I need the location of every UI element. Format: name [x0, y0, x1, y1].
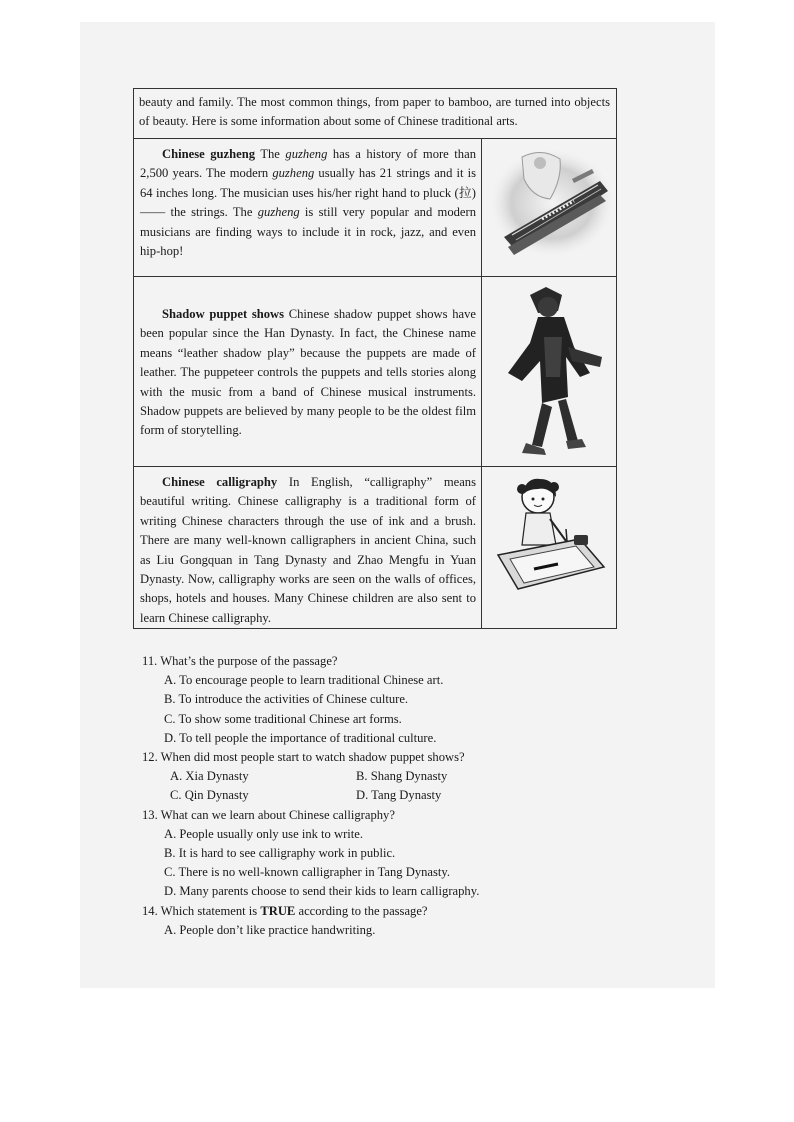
- option-c[interactable]: C. Qin Dynasty: [170, 788, 249, 803]
- option-b[interactable]: B. Shang Dynasty: [356, 769, 448, 784]
- guzheng-photo: [482, 139, 616, 277]
- intro-text: beauty and family. The most common things, from paper to bamboo, are turned into objects of beauty. Here is some information about some of Chinese traditional arts.: [139, 95, 610, 129]
- option-a[interactable]: A. To encourage people to learn traditional Chinese art.: [164, 673, 444, 688]
- question-list: [142, 652, 479, 940]
- calligraphy-image-cell: [482, 467, 617, 629]
- section-text: Chinese calligraphy In English, “calligraphy” means beautiful writing. Chinese calligraphy is a traditional form of writing Chinese characters through the use of ink and a brush. There are many well-known calligraphers in ancient China, such as Liu Gongquan in Tang Dynasty and Zhao Mengfu in Yuan Dynasty. Now, calligraphy works are seen on the walls of offices, shops, hotels and houses. Many Chinese children are also sent to learn Chinese calligraphy.: [134, 467, 482, 629]
- question-stem: 14. Which statement is TRUE according to the passage?: [142, 903, 428, 918]
- section-calligraphy: [134, 467, 617, 629]
- question-13: [142, 806, 479, 902]
- section-title: Shadow puppet shows: [162, 307, 285, 321]
- question-stem: 12. When did most people start to watch shadow puppet shows?: [142, 750, 465, 765]
- section-guzheng: [134, 139, 617, 277]
- section-title: Chinese calligraphy: [162, 475, 278, 489]
- guzheng-image-cell: [482, 139, 617, 277]
- shadow-puppet-photo: [482, 277, 616, 467]
- option-b[interactable]: B. It is hard to see calligraphy work in public.: [164, 846, 396, 861]
- intro-cell: [134, 89, 617, 139]
- option-b[interactable]: B. To introduce the activities of Chinese culture.: [164, 692, 409, 707]
- section-title: Chinese guzheng: [162, 147, 255, 161]
- option-c[interactable]: C. There is no well-known calligrapher in Tang Dynasty.: [164, 865, 451, 880]
- question-12: [142, 748, 479, 806]
- option-d[interactable]: D. Many parents choose to send their kids to learn calligraphy.: [164, 884, 480, 899]
- section-text: Chinese guzheng The guzheng has a history of more than 2,500 years. The modern guzheng usually has 21 strings and it is 64 inches long. The musician uses his/her right hand to pluck (拉)—— the strings. The guzheng is still very popular and modern musicians are finding ways to include it in rock, jazz, and even hip-hop!: [134, 139, 482, 277]
- section-text: Shadow puppet shows Chinese shadow puppet shows have been popular since the Han Dynasty. In fact, the Chinese name means “leather shadow play” because the puppets are made of leather. The puppeteer controls the puppets and tells stories along with the music from a band of Chinese musical instruments. Shadow puppets are believed by many people to be the oldest film form of storytelling.: [134, 277, 482, 467]
- option-a[interactable]: A. People usually only use ink to write.: [164, 826, 364, 841]
- question-14: [142, 902, 479, 940]
- option-d[interactable]: D. Tang Dynasty: [356, 788, 442, 803]
- question-11: [142, 652, 479, 748]
- shadow-puppet-image-cell: [482, 277, 617, 467]
- girl-calligraphy-illustration: [482, 467, 616, 628]
- arts-info-table: [133, 88, 617, 629]
- option-d[interactable]: D. To tell people the importance of traditional culture.: [164, 730, 437, 745]
- question-stem: 11. What’s the purpose of the passage?: [142, 654, 338, 668]
- option-c[interactable]: C. To show some traditional Chinese art forms.: [164, 711, 402, 726]
- option-a[interactable]: A. Xia Dynasty: [170, 769, 249, 784]
- question-stem: 13. What can we learn about Chinese calligraphy?: [142, 807, 395, 822]
- section-shadow-puppets: [134, 277, 617, 467]
- option-a[interactable]: A. People don’t like practice handwriting.: [164, 922, 376, 937]
